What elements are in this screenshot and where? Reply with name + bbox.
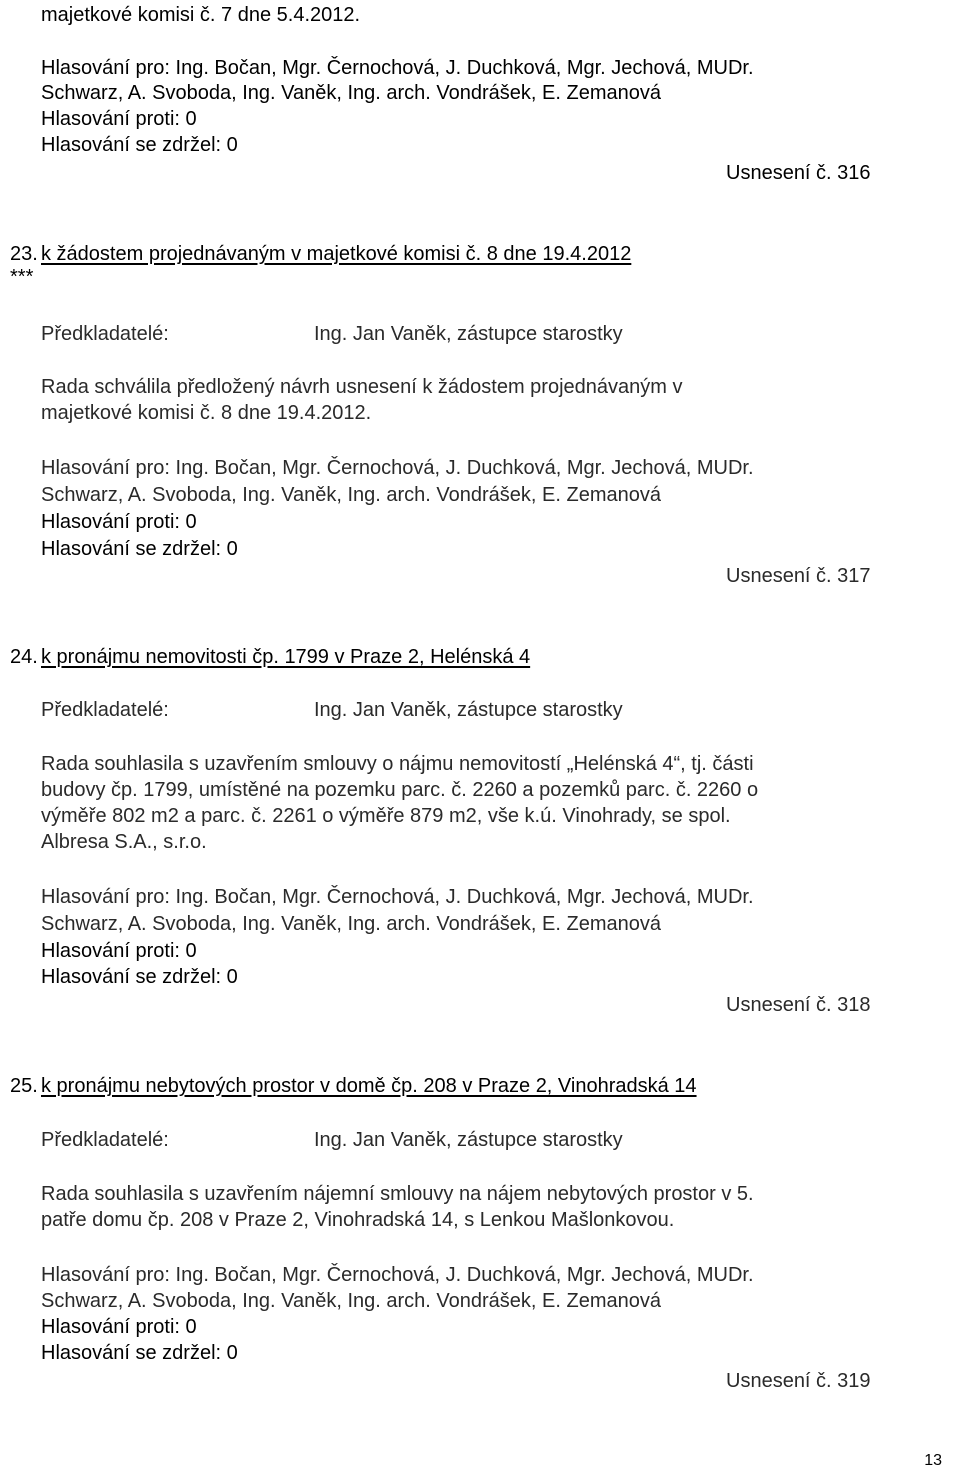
vote-for-line: Schwarz, A. Svoboda, Ing. Vaněk, Ing. arch. Vondrášek, E. Zemanová [41, 1290, 661, 1312]
item-title: k pronájmu nemovitosti čp. 1799 v Praze 2, Helénská 4 [41, 646, 531, 668]
vote-against-line: Hlasování proti: 0 [41, 940, 197, 962]
vote-for-line: Hlasování pro: Ing. Bočan, Mgr. Černochová, J. Duchková, Mgr. Jechová, MUDr. [41, 1264, 754, 1286]
resolution-number: Usnesení č. 316 [726, 162, 871, 184]
item-number: 24. [10, 646, 38, 668]
vote-for-line: Hlasování pro: Ing. Bočan, Mgr. Černochová, J. Duchková, Mgr. Jechová, MUDr. [41, 886, 754, 908]
page-number: 13 [924, 1452, 942, 1469]
stars-marker: *** [10, 266, 34, 288]
item-title: k pronájmu nebytových prostor v domě čp. 208 v Praze 2, Vinohradská 14 [41, 1075, 697, 1097]
presenter-label: Předkladatelé: [41, 699, 169, 721]
resolution-number: Usnesení č. 319 [726, 1370, 871, 1392]
item-number: 23. [10, 243, 38, 265]
vote-against-line: Hlasování proti: 0 [41, 108, 197, 130]
presenter-label: Předkladatelé: [41, 323, 169, 345]
vote-abstain-line: Hlasování se zdržel: 0 [41, 538, 238, 560]
vote-abstain-line: Hlasování se zdržel: 0 [41, 966, 238, 988]
paragraph-line: budovy čp. 1799, umístěné na pozemku parc. č. 2260 a pozemků parc. č. 2260 o [41, 779, 759, 801]
item-number: 25. [10, 1075, 38, 1097]
vote-for-line: Hlasování pro: Ing. Bočan, Mgr. Černochová, J. Duchková, Mgr. Jechová, MUDr. [41, 457, 754, 479]
presenter-name: Ing. Jan Vaněk, zástupce starostky [314, 1129, 623, 1151]
vote-for-line: Hlasování pro: Ing. Bočan, Mgr. Černochová, J. Duchková, Mgr. Jechová, MUDr. [41, 57, 754, 79]
item-title: k žádostem projednávaným v majetkové komisi č. 8 dne 19.4.2012 [41, 243, 632, 265]
vote-abstain-line: Hlasování se zdržel: 0 [41, 1342, 238, 1364]
paragraph-line: Albresa S.A., s.r.o. [41, 831, 207, 853]
vote-abstain-line: Hlasování se zdržel: 0 [41, 134, 238, 156]
paragraph-line: Rada souhlasila s uzavřením smlouvy o nájmu nemovitostí „Helénská 4“, tj. části [41, 753, 754, 775]
resolution-number: Usnesení č. 317 [726, 565, 871, 587]
vote-for-line: Schwarz, A. Svoboda, Ing. Vaněk, Ing. arch. Vondrášek, E. Zemanová [41, 82, 661, 104]
resolution-number: Usnesení č. 318 [726, 994, 871, 1016]
paragraph-line: Rada schválila předložený návrh usnesení k žádostem projednávaným v [41, 376, 683, 398]
vote-for-line: Schwarz, A. Svoboda, Ing. Vaněk, Ing. arch. Vondrášek, E. Zemanová [41, 913, 661, 935]
presenter-label: Předkladatelé: [41, 1129, 169, 1151]
paragraph-line: Rada souhlasila s uzavřením nájemní smlouvy na nájem nebytových prostor v 5. [41, 1183, 754, 1205]
presenter-name: Ing. Jan Vaněk, zástupce starostky [314, 699, 623, 721]
vote-against-line: Hlasování proti: 0 [41, 1316, 197, 1338]
presenter-name: Ing. Jan Vaněk, zástupce starostky [314, 323, 623, 345]
paragraph-line: výměře 802 m2 a parc. č. 2261 o výměře 879 m2, vše k.ú. Vinohrady, se spol. [41, 805, 731, 827]
paragraph-line: majetkové komisi č. 7 dne 5.4.2012. [41, 4, 361, 26]
paragraph-line: majetkové komisi č. 8 dne 19.4.2012. [41, 402, 372, 424]
vote-for-line: Schwarz, A. Svoboda, Ing. Vaněk, Ing. arch. Vondrášek, E. Zemanová [41, 484, 661, 506]
vote-against-line: Hlasování proti: 0 [41, 511, 197, 533]
paragraph-line: patře domu čp. 208 v Praze 2, Vinohradská 14, s Lenkou Mašlonkovou. [41, 1209, 675, 1231]
